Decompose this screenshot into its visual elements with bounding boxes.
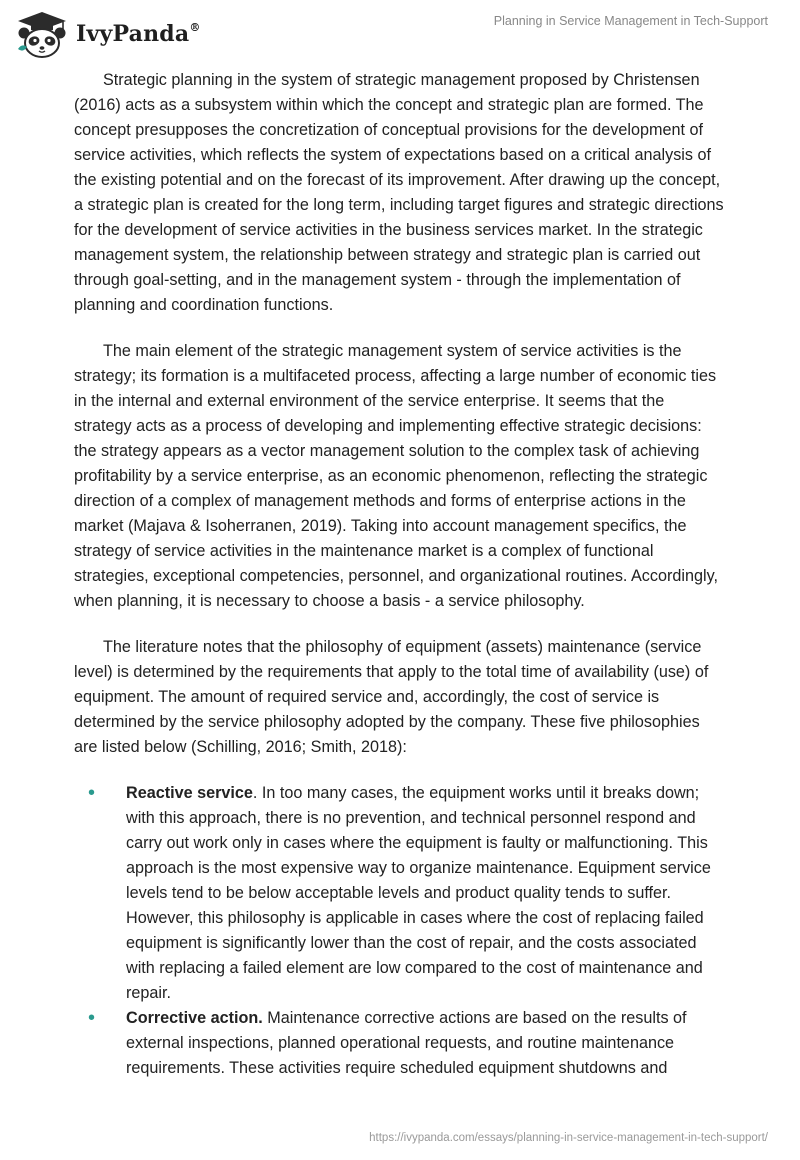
list-item-text: Maintenance corrective actions are based on the results of external inspections, planned operational requests, and routine maintenance requirements. These activities require scheduled equipment shutdowns and <box>126 1009 687 1077</box>
bullet-icon: • <box>88 782 96 804</box>
paragraph: The main element of the strategic management system of service activities is the strategy; its formation is a multifaceted process, affecting a large number of economic ties in the internal and external environment of the service enterprise. It seems that the strategy acts as a process of developing and implementing effective strategic decisions: the strategy appears as a vector management solution to the complex task of achieving profitability by a service enterprise, as an economic phenomenon, reflecting the strategic direction of a complex of management methods and forms of enterprise actions in the market (Majava & Isoherranen, 2019). Taking into account management specifics, the strategy of service activities in the maintenance market is a complex of functional strategies, exceptional competencies, personnel, and organizational routines. Accordingly, when planning, it is necessary to choose a basis - a service philosophy. <box>74 342 718 610</box>
source-url[interactable]: https://ivypanda.com/essays/planning-in-service-management-in-tech-support/ <box>369 1132 768 1144</box>
paragraph: The literature notes that the philosophy of equipment (assets) maintenance (service level) is determined by the requirements that apply to the total time of availability (use) of equipment. The amount of required service and, accordingly, the cost of service is determined by the service philosophy adopted by the company. These five philosophies are listed below (Schilling, 2016; Smith, 2018): <box>74 638 709 756</box>
paragraph: Strategic planning in the system of strategic management proposed by Christensen (2016) acts as a subsystem within which the concept and strategic plan are formed. The concept presupposes the concretization of conceptual provisions for the development of service activities, which reflects the system of expectations based on a critical analysis of the existing potential and on the forecast of its improvement. After drawing up the concept, a strategic plan is created for the long term, including target figures and strategic directions for the development of service activities in the business services market. In the strategic management system, the relationship between strategy and strategic plan is carried out through goal-setting, and in the management system - through the implementation of planning and coordination functions. <box>74 71 724 314</box>
logo[interactable] <box>14 9 201 59</box>
essay-body <box>74 68 726 1081</box>
bullet-icon: • <box>88 1007 96 1029</box>
document-title: Planning in Service Management in Tech-Support <box>493 14 768 28</box>
list-item-title: Corrective action. <box>126 1009 263 1027</box>
philosophy-list <box>74 781 726 1081</box>
list-item <box>74 1006 726 1081</box>
page-header <box>0 0 800 70</box>
brand-name: IvyPanda® <box>76 20 201 47</box>
panda-logo-icon <box>14 9 70 59</box>
list-item-text: . In too many cases, the equipment works until it breaks down; with this approach, there is no prevention, and technical personnel respond and carry out work only in cases where the equipment is faulty or malfunctioning. This approach is the most expensive way to organize maintenance. Equipment service levels tend to be below acceptable levels and product quality tends to suffer. However, this philosophy is applicable in cases where the cost of replacing failed equipment is significantly lower than the cost of repair, and the costs associated with replacing a failed element are low compared to the cost of maintenance and repair. <box>126 784 711 1002</box>
list-item-title: Reactive service <box>126 784 253 802</box>
list-item <box>74 781 726 1006</box>
